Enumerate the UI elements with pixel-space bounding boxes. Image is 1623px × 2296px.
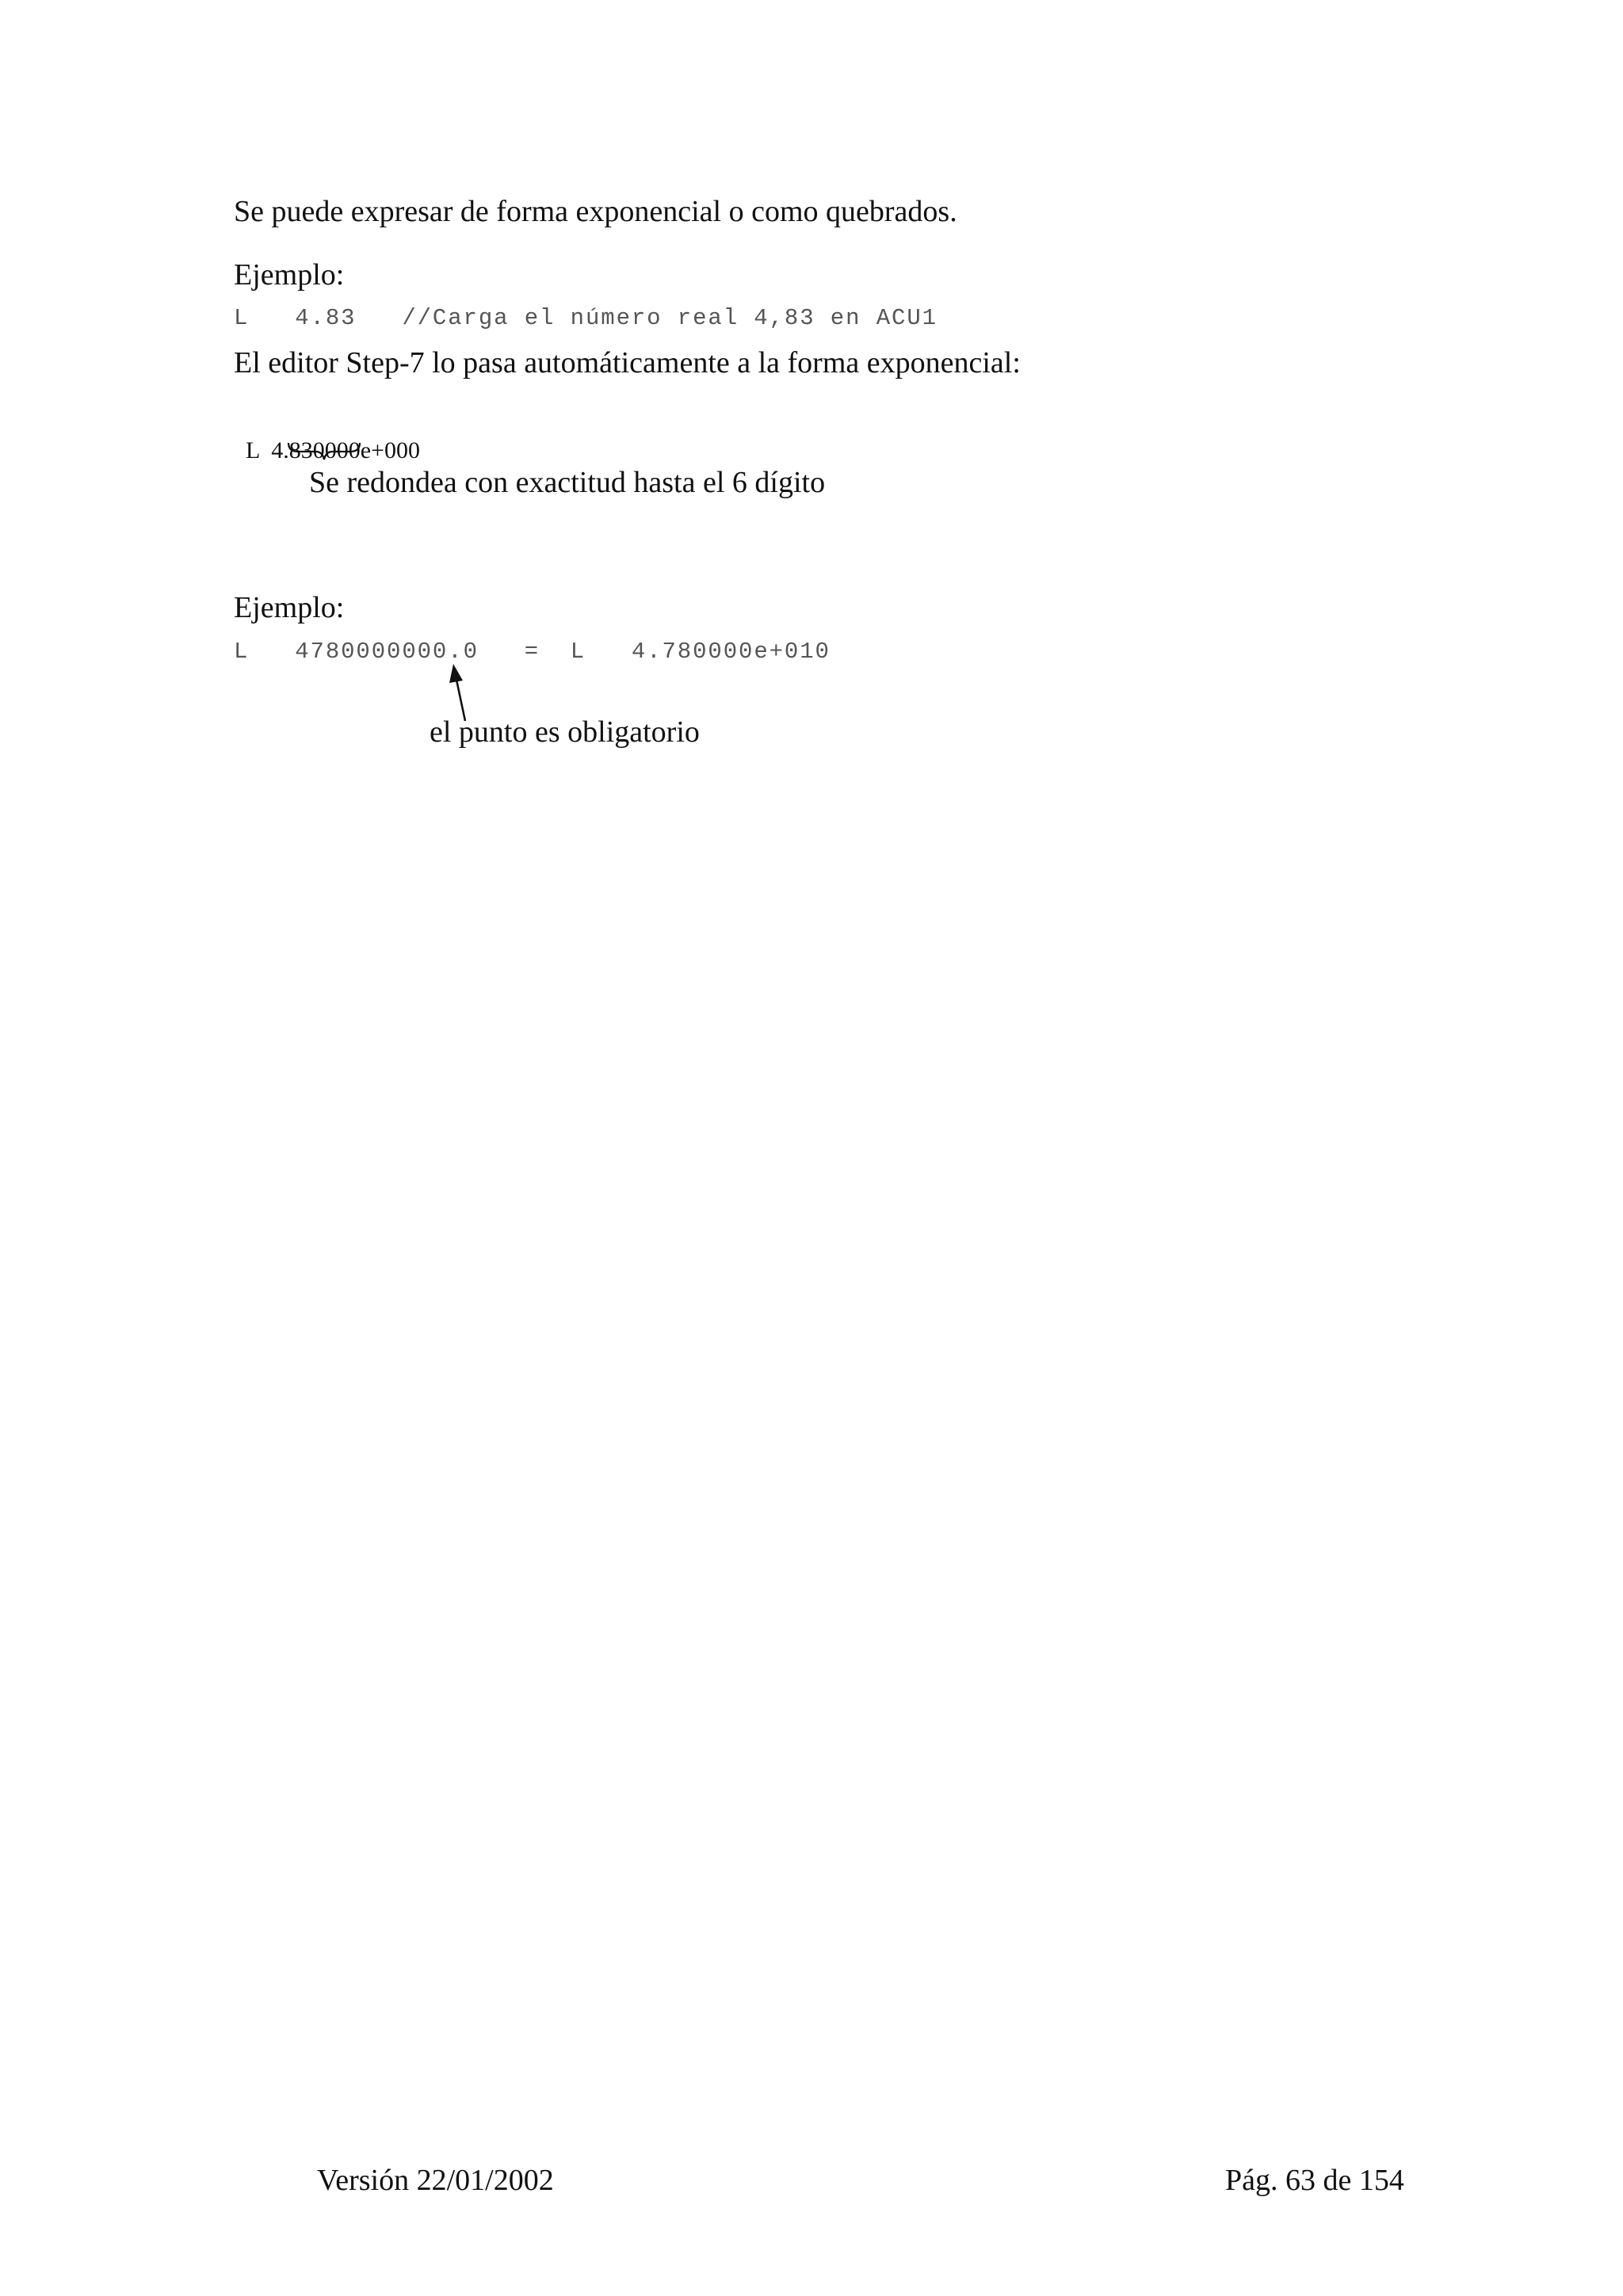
code2-left: L 4780000000 (234, 639, 449, 665)
exp-op: L (246, 437, 260, 463)
dot-note: el punto es obligatorio (430, 715, 700, 749)
code2-zero: 0 (463, 639, 479, 665)
editor-note: El editor Step-7 lo pasa automáticamente a la forma exponencial: (234, 346, 1021, 379)
code2-right: = L 4.780000e+010 (478, 639, 831, 665)
intro-paragraph: Se puede expresar de forma exponencial o como quebrados. (234, 195, 957, 228)
code-line-1: L 4.83 //Carga el número real 4,83 en ACU1 (234, 305, 938, 331)
example-heading-2: Ejemplo: (234, 591, 345, 624)
footer-version: Versión 22/01/2002 (317, 2164, 554, 2197)
code2-dot: . (448, 639, 464, 665)
footer-page-number: Pág. 63 de 154 (1225, 2164, 1404, 2197)
exp-value: 4.830000e+000 (271, 437, 420, 463)
rounding-note: Se redondea con exactitud hasta el 6 dígito (309, 466, 826, 499)
example-heading-1: Ejemplo: (234, 258, 345, 292)
